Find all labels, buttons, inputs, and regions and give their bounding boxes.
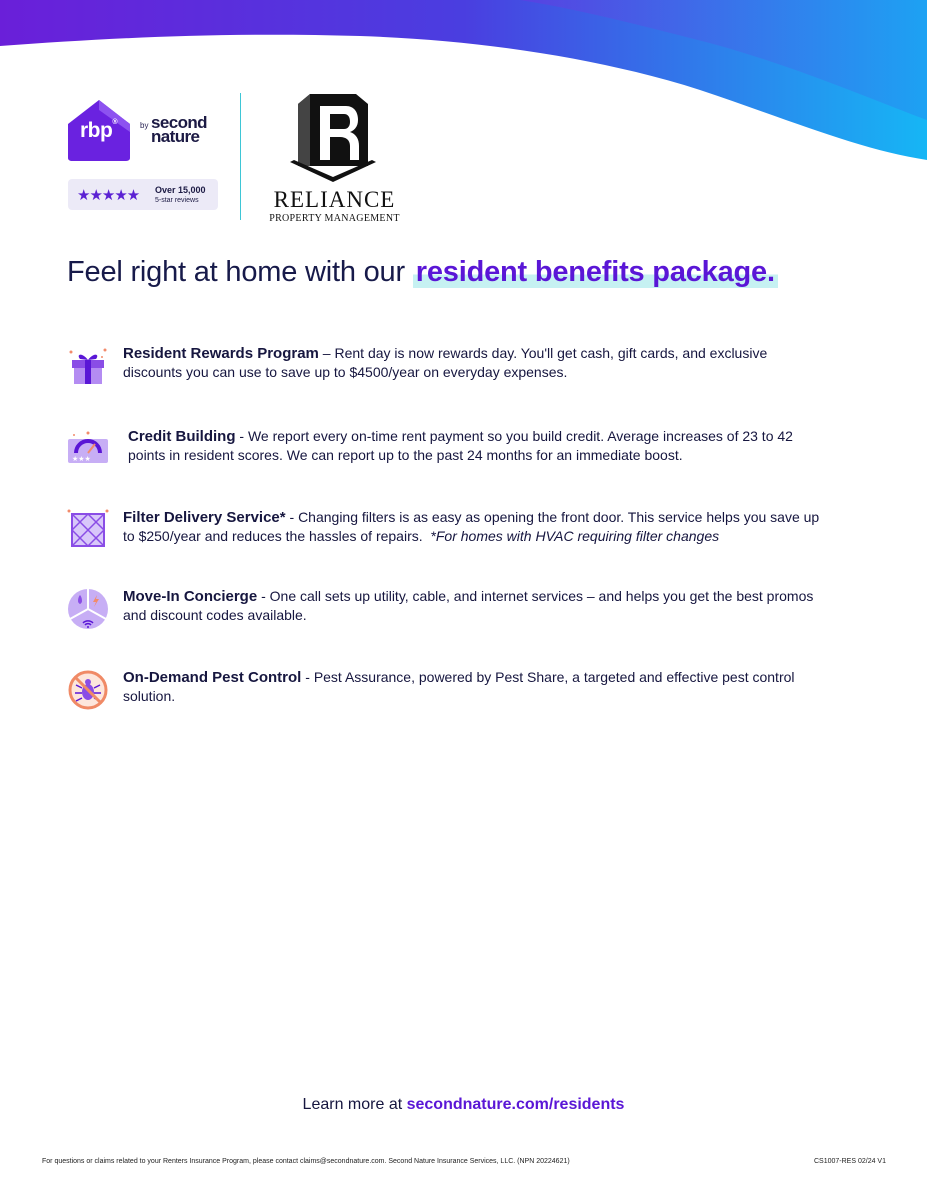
logo-divider (240, 93, 241, 220)
gift-box-icon (66, 344, 110, 388)
learn-more-label: Learn more at (302, 1096, 407, 1113)
benefit-title: Resident Rewards Program (123, 345, 319, 362)
benefit-description: Rent day is now rewards day. You'll get cash, gift cards, and exclusive (334, 345, 768, 361)
svg-text:★★★: ★★★ (72, 455, 91, 463)
benefit-pest-text: On-Demand Pest Control - Pest Assurance, powered by Pest Share, a targeted and effective pest control solution. (123, 669, 795, 704)
reliance-r-mark-icon (288, 88, 378, 184)
benefit-description: Pest Assurance, powered by Pest Share, a targeted and effective pest control (313, 669, 795, 685)
second-nature-wordmark: second nature (151, 113, 207, 146)
benefit-description-cont: discounts you can use to save up to $4500/year on everyday expenses. (123, 364, 568, 380)
footer-disclaimer: For questions or claims related to your Renters Insurance Program, please contact claims@secondnature.com. Second Nature Insurance Services, LLC. (NPN 20224621) (42, 1158, 570, 1165)
credit-gauge-icon (66, 427, 110, 471)
reviews-count: Over 15,000 (155, 185, 206, 195)
benefit-footnote: *For homes with HVAC requiring filter changes (430, 528, 720, 544)
benefit-filter-text: Filter Delivery Service* - Changing filters is as easy as opening the front door. This service helps you save up to $250/year and reduces the hassles of repairs. *For homes with HVAC requiring filter changes (123, 509, 820, 544)
five-star-icon: ★★★★★ (77, 187, 140, 204)
reviews-label: 5-star reviews (155, 197, 199, 204)
learn-more (0, 1096, 927, 1114)
benefit-rewards-text: Resident Rewards Program – Rent day is now rewards day. You'll get cash, gift cards, and exclusive discounts you can use to save up to $4500/year on everyday expenses. (123, 345, 768, 380)
reliance-name: RELIANCE (273, 187, 396, 212)
headline-prefix: Feel right at home with our (67, 256, 413, 288)
reliance-logo (262, 88, 407, 224)
footer-doc-code: CS1007-RES 02/24 V1 (814, 1158, 886, 1165)
benefit-description-cont: points in resident scores. We can report up to the past 24 months for an immediate boost. (128, 447, 683, 463)
learn-more-link[interactable]: secondnature.com/residents (406, 1096, 625, 1113)
benefit-concierge-text: Move-In Concierge - One call sets up utility, cable, and internet services – and helps you get the best promos and discount codes available. (123, 588, 814, 623)
benefit-description-cont: to $250/year and reduces the hassles of repairs. (123, 528, 423, 544)
benefit-title: Move-In Concierge (123, 588, 258, 605)
reliance-subtitle: PROPERTY MANAGEMENT (269, 213, 400, 224)
benefit-description: Changing filters is as easy as opening the front door. This service helps you save up (298, 509, 820, 525)
reviews-badge (68, 179, 218, 210)
rbp-logo (66, 98, 226, 164)
rbp-wordmark: rbp® (80, 119, 117, 142)
utilities-icon (66, 587, 110, 631)
benefit-description: One call sets up utility, cable, and internet services – and helps you get the best promos (269, 588, 814, 604)
by-label: by (140, 121, 149, 130)
benefit-title: On-Demand Pest Control (123, 669, 302, 686)
benefit-title: Credit Building (128, 428, 236, 445)
headline-highlight: resident benefits package. (413, 256, 778, 288)
air-filter-icon (66, 508, 110, 552)
benefit-description-cont: and discount codes available. (123, 607, 307, 623)
benefit-credit-text: Credit Building - We report every on-time rent payment so you build credit. Average increases of 23 to 42 points in resident scores. We can report up to the past 24 months for an immediate boost. (128, 428, 793, 463)
benefit-title: Filter Delivery Service* (123, 509, 286, 526)
no-bugs-icon (66, 668, 110, 712)
benefit-description: We report every on-time rent payment so you build credit. Average increases of 23 to 42 (247, 428, 793, 444)
page-headline (67, 256, 778, 289)
benefit-description-cont: solution. (123, 688, 176, 704)
